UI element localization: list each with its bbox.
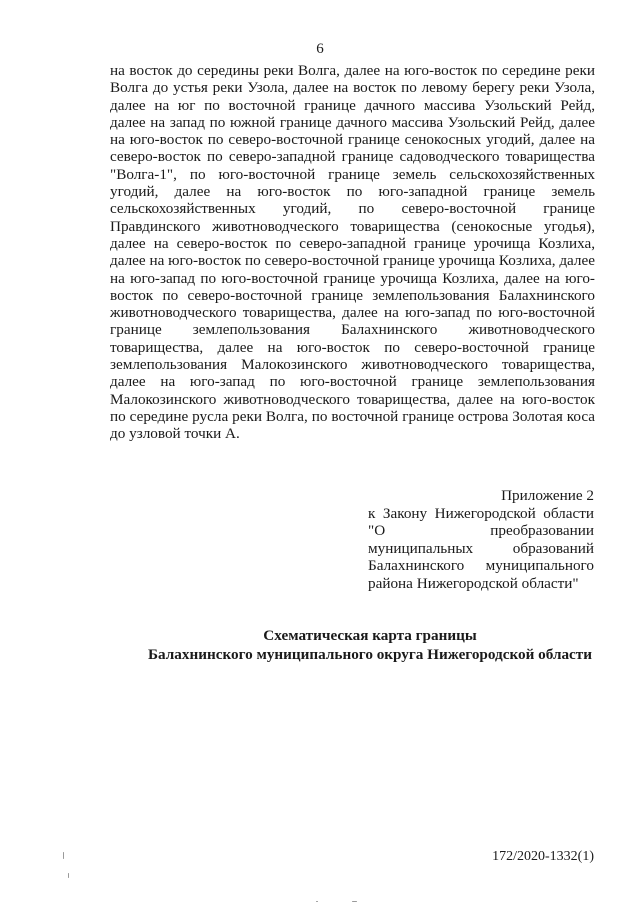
paragraph-line: товарищества, далее на юго-восток по северо-восточной границе bbox=[110, 338, 595, 356]
paragraph-line: землепользования Малокозинского животноводческого товарищества, bbox=[110, 356, 595, 374]
paragraph-line: Правдинского животноводческого товарищества (сенокосные угодья), bbox=[110, 217, 595, 235]
paragraph-line: границе землепользования Балахнинского животноводческого bbox=[110, 321, 595, 339]
paragraph-line: далее на юго-восток по северо-восточной границе урочища Козлиха, далее bbox=[110, 252, 595, 270]
paragraph-line: далее на запад по южной границе дачного массива Узольский Рейд, далее bbox=[110, 113, 595, 131]
appendix-heading bbox=[368, 487, 594, 592]
paragraph-line: на восток до середины реки Волга, далее на юго-восток по середине реки bbox=[110, 62, 595, 79]
paragraph-line: по середине русла реки Волга, по восточной границе острова Золотая коса bbox=[110, 407, 595, 425]
appendix-line: Балахнинского муниципального bbox=[368, 557, 594, 574]
appendix-line: Приложение 2 bbox=[501, 487, 594, 504]
paragraph-line: угодий, далее на юго-восток по юго-западной границе земель bbox=[110, 183, 595, 201]
map-title bbox=[100, 626, 640, 664]
map-title-line: Балахнинского муниципального округа Нижегородской области bbox=[147, 646, 593, 663]
paragraph-line: сельскохозяйственных угодий, по северо-восточной границе bbox=[110, 200, 595, 218]
paragraph-line: на юго-запад по юго-восточной границе урочища Козлиха, далее на юго- bbox=[110, 269, 595, 287]
paragraph-line: на юго-восток по северо-восточной границе сенокосных угодий, далее на bbox=[110, 131, 595, 149]
document-code: 172/2020-1332(1) bbox=[492, 849, 594, 864]
appendix-line: к Закону Нижегородской области bbox=[368, 504, 594, 522]
boundary-description bbox=[110, 62, 595, 443]
paragraph-line: восток по северо-восточной границе землепользования Балахнинского bbox=[110, 286, 595, 304]
scan-speck bbox=[68, 873, 69, 878]
page-number: 6 bbox=[316, 41, 324, 57]
paragraph-line: Волга до устья реки Узола, далее на восток по левому берегу реки Узола, bbox=[110, 79, 595, 97]
paragraph-line: северо-восток по северо-западной границе садоводческого товарищества bbox=[110, 148, 595, 166]
paragraph-line: далее на северо-восток по северо-западной границе урочища Козлиха, bbox=[110, 234, 595, 252]
scan-speck bbox=[63, 852, 64, 859]
map-title-line: Схематическая карта границы bbox=[263, 627, 477, 644]
appendix-line: муниципальных образований bbox=[368, 539, 594, 557]
paragraph-line: далее на юго-запад по юго-восточной границе землепользования bbox=[110, 373, 595, 391]
paragraph-line: "Волга-1", по юго-восточной границе земель сельскохозяйственных bbox=[110, 165, 595, 183]
appendix-line: "О преобразовании bbox=[368, 522, 594, 539]
paragraph-line: животноводческого товарищества, далее на юго-запад по юго-восточной bbox=[110, 304, 595, 322]
paragraph-line: до узловой точки А. bbox=[110, 425, 240, 443]
paragraph-line: Малокозинского животноводческого товарищества, далее на юго-восток bbox=[110, 390, 595, 408]
appendix-line: района Нижегородской области" bbox=[368, 574, 579, 592]
paragraph-line: далее на юг по восточной границе дачного массива Узольский Рейд, bbox=[110, 96, 595, 114]
scan-speck bbox=[352, 901, 357, 902]
scan-speck bbox=[316, 901, 318, 902]
